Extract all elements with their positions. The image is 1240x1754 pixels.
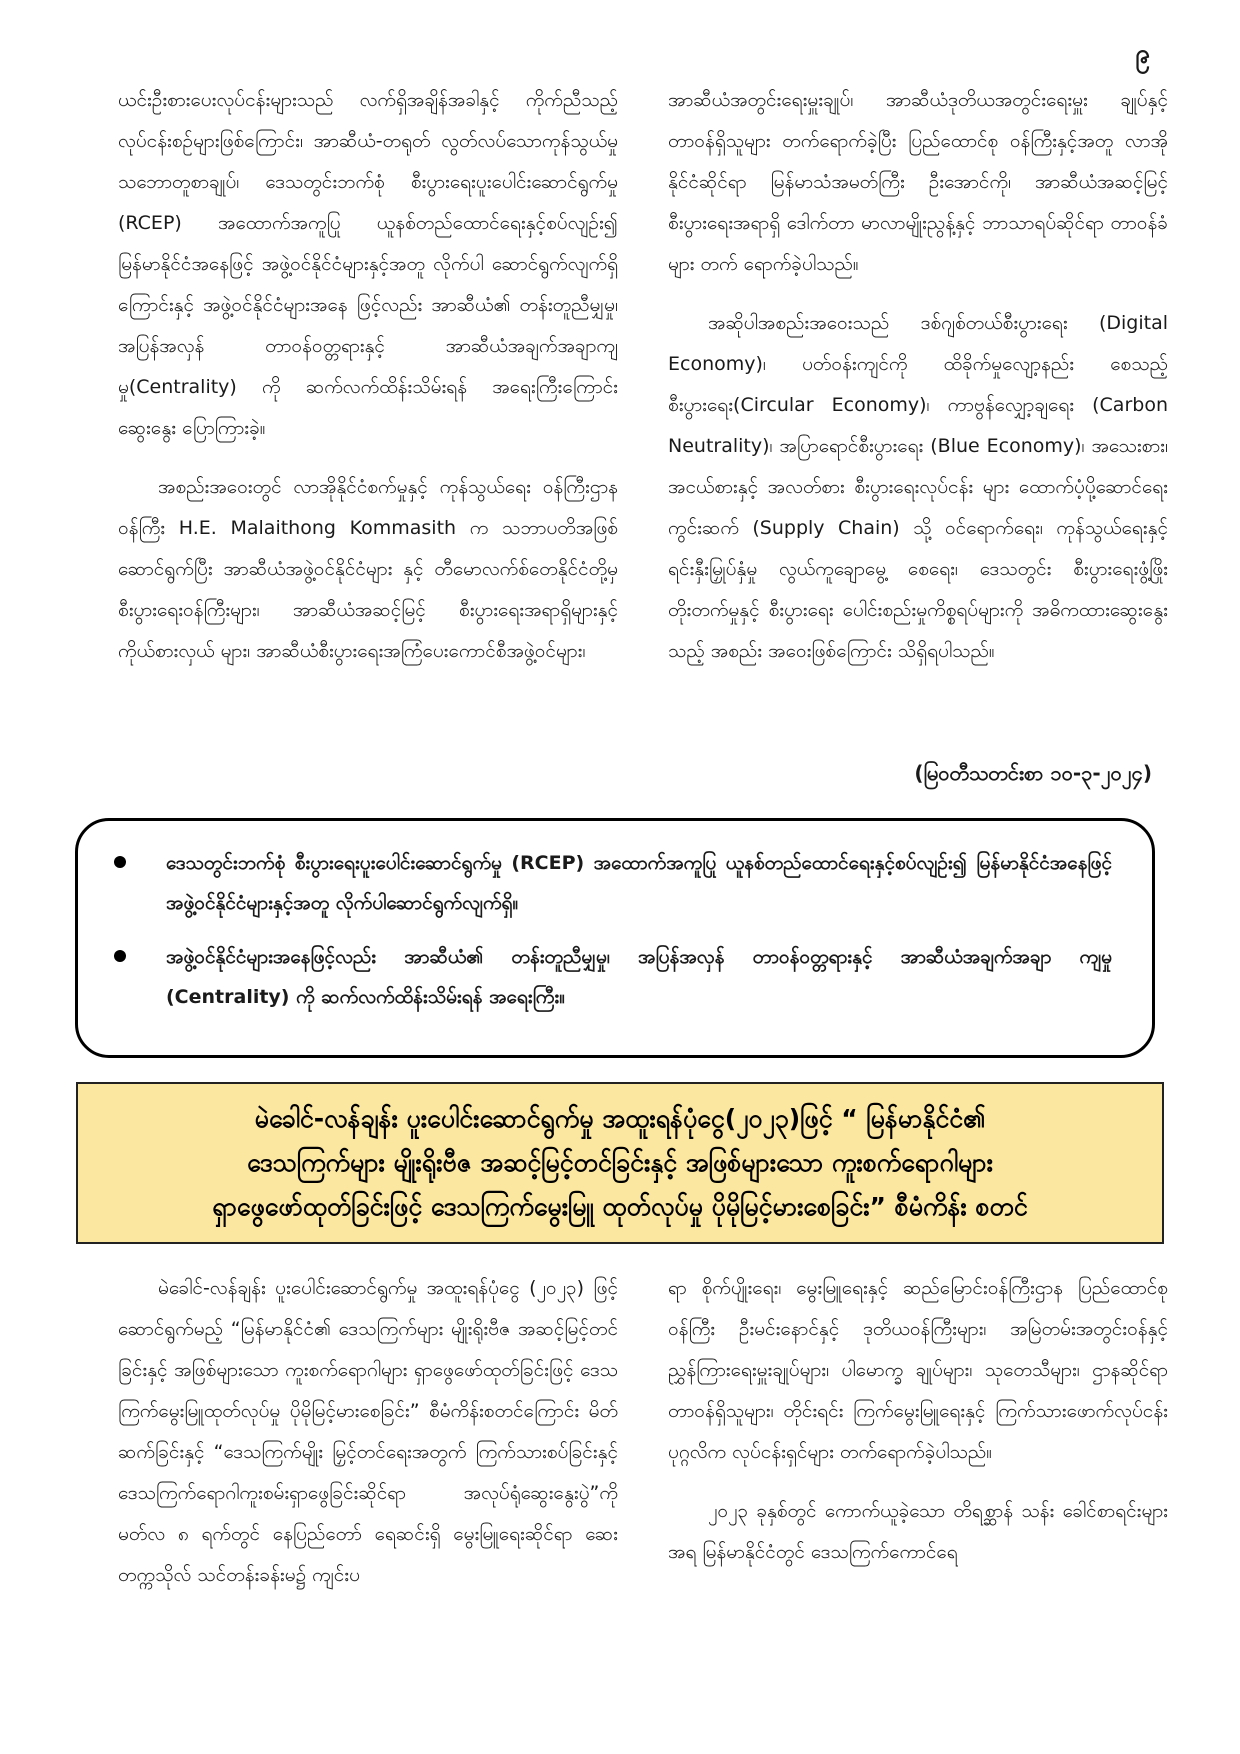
bottom-right-paragraph-1: ရာ စိုက်ပျိုးရေး၊ မွေးမြူရေးနှင့် ဆည်မြောင်းဝန်ကြီးဌာန ပြည်ထောင်စုဝန်ကြီး ဦးမင်းနောင်နှင့် ဒုတိယဝန်ကြီးများ၊ အမြဲတမ်းအတွင်းဝန်နှင့် ညွှန်ကြားရေးမှူးချုပ်များ၊ ပါမောက္ခ ချုပ်များ၊ သုတေသီများ၊ ဌာနဆိုင်ရာ တာဝန်ရှိသူများ၊ တိုင်းရင်း ကြက်မွေးမြူရေးနှင့် ကြက်သားဖောက်လုပ်ငန်း ပုဂ္ဂလိက လုပ်ငန်းရှင်များ တက်ရောက်ခဲ့ပါသည်။	[668, 1277, 1168, 1463]
bullet-icon	[114, 950, 126, 962]
summary-box	[75, 818, 1155, 1058]
bullet-icon	[114, 856, 126, 868]
summary-item-text: ဒေသတွင်းဘက်စုံ စီးပွားရေးပူးပေါင်းဆောင်ရွက်မှု (RCEP) အထောက်အကူပြု ယူနစ်တည်ထောင်ရေးနှင့်စပ်လျဉ်း၍ မြန်မာနိုင်ငံအနေဖြင့် အဖွဲ့ဝင်နိုင်ငံများနှင့်အတူ လိုက်ပါဆောင်ရွက်လျက်ရှိ။	[166, 852, 1112, 914]
top-right-paragraph-1: အာဆီယံအတွင်းရေးမှူးချုပ်၊ အာဆီယံဒုတိယအတွင်းရေးမှူး ချုပ်နှင့် တာဝန်ရှိသူများ တက်ရောက်ခဲ့ပြီး ပြည်ထောင်စု ဝန်ကြီးနှင့်အတူ လာအိုနိုင်ငံဆိုင်ရာ မြန်မာသံအမတ်ကြီး ဦးအောင်ကို၊ အာဆီယံအဆင့်မြင့်စီးပွားရေးအရာရှိ ဒေါက်တာ မာလာမျိုးညွန့်နှင့် ဘာသာရပ်ဆိုင်ရာ တာဝန်ခံများ တက် ရောက်ခဲ့ပါသည်။	[668, 89, 1168, 275]
headline-line-3: ရှာဖွေဖော်ထုတ်ခြင်းဖြင့် ဒေသကြက်မွေးမြူ ထုတ်လုပ်မှု ပိုမိုမြင့်မားစေခြင်း” စီမံကိန်း စတင်	[212, 1192, 1028, 1221]
bottom-left-paragraph-1: မဲခေါင်-လန်ချန်း ပူးပေါင်းဆောင်ရွက်မှု အထူးရန်ပုံငွေ (၂၀၂၃) ဖြင့် ဆောင်ရွက်မည့် “မြန်မာနိုင်ငံ၏ ဒေသကြက်များ မျိုးရိုးဗီဇ အဆင့်မြင့်တင်ခြင်းနှင့် အဖြစ်များသော ကူးစက်ရောဂါများ ရှာဖွေဖော်ထုတ်ခြင်းဖြင့် ဒေသကြက်မွေးမြူထုတ်လုပ်မှု ပိုမိုမြင့်မားစေခြင်း” စီမံကိန်းစတင်ကြောင်း မိတ်ဆက်ခြင်းနှင့် “ဒေသကြက်မျိုး မြှင့်တင်ရေးအတွက် ကြက်သားစပ်ခြင်းနှင့် ဒေသကြက်ရောဂါကူးစမ်းရှာဖွေခြင်းဆိုင်ရာ အလုပ်ရုံဆွေးနွေးပွဲ”ကို မတ်လ ၈ ရက်တွင် နေပြည်တော် ရေဆင်းရှိ မွေးမြူရေးဆိုင်ရာ ဆေးတက္ကသိုလ် သင်တန်းခန်းမ၌ ကျင်းပ	[118, 1277, 618, 1586]
top-left-paragraph-1: ယင်းဦးစားပေးလုပ်ငန်းများသည် လက်ရှိအချိန်အခါနှင့် ကိုက်ညီသည့် လုပ်ငန်းစဉ်များဖြစ်ကြောင်း၊ အာဆီယံ-တရုတ် လွတ်လပ်သောကုန်သွယ်မှု သဘောတူစာချုပ်၊ ဒေသတွင်းဘက်စုံ စီးပွားရေးပူးပေါင်းဆောင်ရွက်မှု (RCEP) အထောက်အကူပြု ယူနစ်တည်ထောင်ရေးနှင့်စပ်လျဉ်း၍ မြန်မာနိုင်ငံအနေဖြင့် အဖွဲ့ဝင်နိုင်ငံများနှင့်အတူ လိုက်ပါ ဆောင်ရွက်လျက်ရှိကြောင်းနှင့် အဖွဲ့ဝင်နိုင်ငံများအနေ ဖြင့်လည်း အာဆီယံ၏ တန်းတူညီမျှမှု၊ အပြန်အလှန် တာဝန်ဝတ္တရားနှင့် အာဆီယံအချက်အချာကျမှု(Centrality) ကို ဆက်လက်ထိန်းသိမ်းရန် အရေးကြီးကြောင်း ဆွေးနွေး ပြောကြားခဲ့။	[118, 89, 618, 439]
bottom-right-column	[668, 1268, 1168, 1738]
summary-item	[104, 843, 1112, 923]
bottom-right-paragraph-2: ၂၀၂၃ ခုနှစ်တွင် ကောက်ယူခဲ့သော တိရစ္ဆာန် သန်း ခေါင်စာရင်းများအရ မြန်မာနိုင်ငံတွင် ဒေသကြက်ကောင်ရေ	[668, 1500, 1168, 1563]
headline-line-2: ဒေသကြက်များ မျိုးရိုးဗီဇ အဆင့်မြင့်တင်ခြင်းနှင့် အဖြစ်များသော ကူးစက်ရောဂါများ	[247, 1148, 993, 1177]
top-left-paragraph-2: အစည်းအဝေးတွင် လာအိုနိုင်ငံစက်မှုနှင့် ကုန်သွယ်ရေး ဝန်ကြီးဌာန ဝန်ကြီး H.E. Malaithong Kommasith က သဘာပတိအဖြစ် ဆောင်ရွက်ပြီး အာဆီယံအဖွဲ့ဝင်နိုင်ငံများ နှင့် တီမောလက်စ်တေနိုင်ငံတို့မှ စီးပွားရေးဝန်ကြီးများ၊ အာဆီယံအဆင့်မြင့် စီးပွားရေးအရာရှိများနှင့် ကိုယ်စားလှယ် များ၊ အာဆီယံစီးပွားရေးအကြံပေးကောင်စီအဖွဲ့ဝင်များ၊	[118, 476, 618, 662]
bottom-left-column	[118, 1268, 618, 1738]
headline-box	[76, 1082, 1164, 1244]
page-number: ၉	[1135, 39, 1150, 69]
summary-item-text: အဖွဲ့ဝင်နိုင်ငံများအနေဖြင့်လည်း အာဆီယံ၏ တန်းတူညီမျှမှု၊ အပြန်အလှန် တာဝန်ဝတ္တရားနှင့် အာဆီယံအချက်အချာ ကျမှု (Centrality) ကို ဆက်လက်ထိန်းသိမ်းရန် အရေးကြီး။	[166, 946, 1112, 1008]
top-article-columns	[118, 80, 1168, 810]
headline-line-1: မဲခေါင်-လန်ချန်း ပူးပေါင်းဆောင်ရွက်မှု အထူးရန်ပုံငွေ(၂၀၂၃)ဖြင့် “ မြန်မာနိုင်ငံ၏	[254, 1104, 986, 1133]
top-right-paragraph-2: အဆိုပါအစည်းအဝေးသည် ဒစ်ဂျစ်တယ်စီးပွားရေး (Digital Economy)၊ ပတ်ဝန်းကျင်ကို ထိခိုက်မှုလျော့နည်း စေသည့် စီးပွားရေး(Circular Economy)၊ ကာဗွန်လျှော့ချရေး (Carbon Neutrality)၊ အပြာရောင်စီးပွားရေး (Blue Economy)၊ အသေးစား၊ အငယ်စားနှင့် အလတ်စား စီးပွားရေးလုပ်ငန်း များ ထောက်ပံ့ပို့ဆောင်ရေးကွင်းဆက် (Supply Chain) သို့ ဝင်ရောက်ရေး၊ ကုန်သွယ်ရေးနှင့် ရင်းနှီးမြှုပ်နှံမှု လွယ်ကူချောမွေ့ စေရေး၊ ဒေသတွင်း စီးပွားရေးဖွံ့ဖြိုးတိုးတက်မှုနှင့် စီးပွားရေး ပေါင်းစည်းမှုကိစ္စရပ်များကို အဓိကထားဆွေးနွေးသည့် အစည်း အဝေးဖြစ်ကြောင်း သိရှိရပါသည်။	[668, 312, 1168, 662]
top-left-column	[118, 80, 618, 810]
summary-item	[104, 937, 1112, 1017]
source-citation: (မြဝတီသတင်းစာ ၁၀-၃-၂၀၂၄)	[914, 761, 1152, 785]
summary-list	[104, 843, 1112, 1017]
bottom-article-columns	[118, 1268, 1168, 1738]
top-right-column	[668, 80, 1168, 810]
